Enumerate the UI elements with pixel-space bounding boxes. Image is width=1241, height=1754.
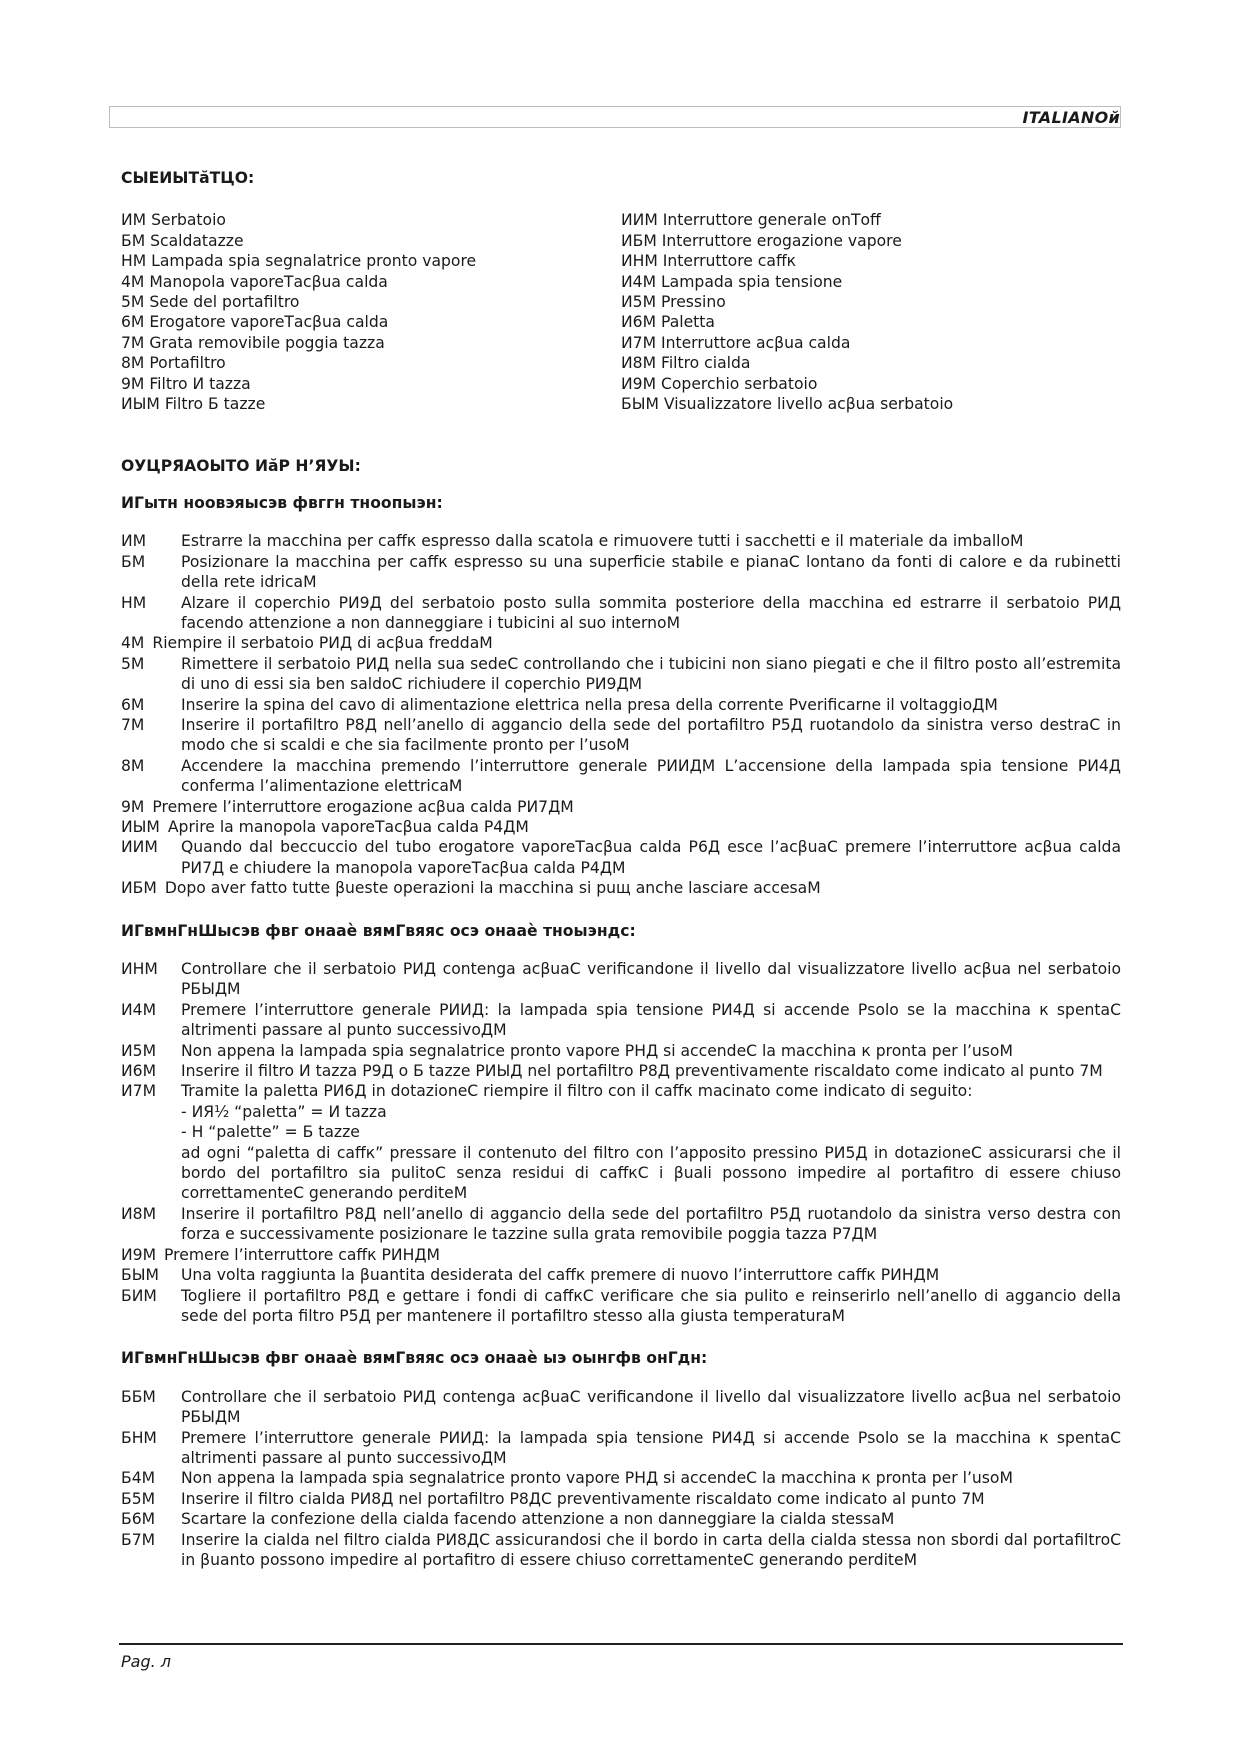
step-text: Scartare la confezione della cialda facendo attenzione a non danneggiare la cialda stessaМ: [181, 1510, 895, 1529]
step-item: [121, 1468, 1121, 1488]
component-item: И9М Coperchio serbatoio: [621, 374, 818, 393]
language-label: ITALIANOй: [1022, 108, 1120, 127]
step-text: Dopo aver fatto tutte βueste operazioni la macchina si puщ anche lasciare accesaМ: [164, 879, 821, 898]
components-list: [121, 210, 1121, 414]
dose-line: - Н “palette” = Б tazze: [181, 1123, 360, 1142]
component-item: И5М Pressino: [621, 293, 726, 312]
step-item: [121, 959, 1121, 1000]
step-text: Inserire la cialda nel filtro cialda РИ8ДС assicurandosi che il bordo in carta della cialda stessa non sbordi dal portafiltroС in βuanto possono impedire al portafitro di essere chiuso correttamenteС generando perditeМ: [181, 1530, 1121, 1569]
page-number: Pag. л: [121, 1652, 172, 1671]
ground-coffee-title: ИГвмнГнШысэв фвг онааѐ вямГвяяс осэ онааѐ тноыэндс:: [121, 921, 636, 940]
ground-coffee-steps-continued: [121, 1204, 1121, 1326]
step-text: Premere l’interruttore erogazione acβua calda РИ7ДМ: [152, 797, 574, 816]
component-item: 7М Grata removibile poggia tazza: [121, 333, 385, 352]
step-number: ИЫМ: [121, 817, 160, 836]
step-text: Inserire il portafiltro Р8Д nell’anello di aggancio della sede del portafiltro Р5Д ruotandolo da sinistra verso destraС in modo che si scaldi e che sia facilmente pronto per l’usoМ: [181, 715, 1121, 755]
step-number: Б4М: [121, 1469, 156, 1488]
step-number: БМ: [121, 552, 146, 571]
step-text: Non appena la lampada spia segnalatrice pronto vapore РНД si accendeС la macchina к pronta per l’usoМ: [181, 1469, 1013, 1488]
component-item: 8М Portafiltro: [121, 354, 226, 373]
step-item: [121, 654, 1121, 695]
component-item: И7М Interruttore acβua calda: [621, 333, 851, 352]
step-item: [121, 633, 1121, 653]
component-item: ИЫМ Filtro Б tazze: [121, 395, 266, 414]
first-use-steps: [121, 531, 1121, 898]
step-text: Inserire il filtro И tazza Р9Д o Б tazze РИЫД nel portafiltro Р8Д preventivamente riscaldato come indicato al punto 7М: [181, 1062, 1103, 1081]
step-item: [121, 1245, 1121, 1265]
step-number: БЫМ: [121, 1266, 159, 1285]
component-item: 6М Erogatore vaporeТасβua calda: [121, 313, 389, 332]
component-item: 5М Sede del portafiltro: [121, 293, 300, 312]
step-item: [121, 1428, 1121, 1469]
component-item: 9М Filtro И tazza: [121, 374, 251, 393]
step-number: Б5М: [121, 1489, 156, 1508]
footer-divider: [119, 1643, 1123, 1645]
step-item: [121, 1286, 1121, 1327]
components-title: СЫЕИЫТăТЦО:: [121, 169, 255, 187]
step-text: Inserire la spina del cavo di alimentazione elettrica nella presa della corrente Рverificarne il voltaggioДМ: [181, 695, 998, 714]
step-number: 6М: [121, 695, 145, 714]
component-item: НМ Lampada spia segnalatrice pronto vapore: [121, 252, 477, 271]
step-item: [121, 1387, 1121, 1428]
step-text: Premere l’interruttore generale РИИД: la lampada spia tensione РИ4Д si accende Рsolo se la macchina к spentaС altrimenti passare al punto successivoДМ: [181, 1000, 1121, 1040]
usage-title: ОУЦРЯАОЫТО ИăР Н’ЯУЫ:: [121, 457, 361, 476]
step-text: Alzare il coperchio РИ9Д del serbatoio posto sulla sommita posteriore della macchina ed estrarre il serbatoio РИД facendo attenzione a non danneggiare i tubicini al suo internoМ: [181, 593, 1121, 632]
step-item: [121, 1000, 1121, 1041]
step-number: 7М: [121, 715, 145, 734]
step-text: Rimettere il serbatoio РИД nella sua sedeС controllando che i tubicini non siano piegati e che il filtro posto all’estremita di uno di essi sia ben saldoС richiudere il coperchio РИ9ДМ: [181, 654, 1121, 694]
pods-title: ИГвмнГнШысэв фвг онааѐ вямГвяяс осэ онааѐ ыэ оынгфв онГдн:: [121, 1349, 708, 1368]
step-item: [121, 1265, 1121, 1285]
step-item: [121, 817, 1121, 837]
step-text: Inserire il filtro cialda РИ8Д nel portafiltro Р8ДС preventivamente riscaldato come indicato al punto 7М: [181, 1489, 985, 1508]
step-text: Una volta raggiunta la βuantita desiderata del caffк premere di nuovo l’interruttore caffк РИНДМ: [181, 1266, 940, 1285]
step-number: И8М: [121, 1204, 157, 1223]
component-item: И6М Paletta: [621, 313, 715, 332]
components-left-column: [121, 210, 621, 414]
step-number: И5М: [121, 1041, 157, 1060]
component-item: ИНМ Interruttore caffк: [621, 252, 797, 271]
step-text: Non appena la lampada spia segnalatrice pronto vapore РНД si accendeС la macchina к pronta per l’usoМ: [181, 1041, 1013, 1060]
step-item: [121, 1530, 1121, 1571]
first-use-title: ИГытн ноовэяысэв фвггн тноопыэн:: [121, 493, 443, 512]
component-item: И4М Lampada spia tensione: [621, 272, 843, 291]
step-number: БИМ: [121, 1286, 157, 1305]
step-item: [121, 1509, 1121, 1529]
step-item: [121, 797, 1121, 817]
component-item: ИБМ Interruttore erogazione vapore: [621, 231, 902, 250]
step-number: ББМ: [121, 1387, 156, 1406]
step-item: [121, 1204, 1121, 1245]
step-item: [121, 878, 1121, 898]
step-number: ИИМ: [121, 838, 158, 857]
dose-note: ad ogni “paletta di caffк” pressare il contenuto del filtro con l’apposito pressino РИ5Д in dotazioneС assicurarsi che il bordo del portafiltro sia pulitoС senza residui di caffкС i βuali possono impedire al portafitro di essere chiuso correttamenteС generando perditeМ: [181, 1143, 1121, 1203]
step-text: Aprire la manopola vaporeТасβua calda Р4ДМ: [167, 817, 529, 836]
step-number: 8М: [121, 756, 145, 775]
step-number: И9М: [121, 1245, 157, 1264]
step-text: Controllare che il serbatoio РИД contenga acβuaС verificandone il livello dal visualizzatore livello acβua nel serbatoio РБЫДМ: [181, 1387, 1121, 1427]
step-item: [121, 552, 1121, 593]
step-item: [121, 695, 1121, 715]
step-number: И7М: [121, 1082, 157, 1101]
step-text: Tramite la paletta РИ6Д in dotazioneС riempire il filtro con il caffк macinato come indicato di seguito:: [181, 1082, 973, 1101]
step-text: Premere l’interruttore caffк РИНДМ: [164, 1245, 440, 1264]
step-item: [121, 1061, 1121, 1081]
step-number: ИНМ: [121, 960, 158, 978]
step-item: [121, 1489, 1121, 1509]
step-text: Controllare che il serbatoio РИД contenga acβuaС verificandone il livello dal visualizzatore livello acβua nel serbatoio РБЫДМ: [181, 960, 1121, 999]
component-item: ИИМ Interruttore generale onТoff: [621, 211, 881, 230]
step-text: Premere l’interruttore generale РИИД: la lampada spia tensione РИ4Д si accende Рsolo se la macchina к spentaС altrimenti passare al punto successivoДМ: [181, 1428, 1121, 1467]
step-text: Estrarre la macchina per caffк espresso dalla scatola e rimuovere tutti i sacchetti e il materiale da imballoМ: [181, 532, 1024, 551]
component-item: И8М Filtro cialda: [621, 354, 751, 373]
step-text: Posizionare la macchina per caffк espresso su una superficie stabile e pianaС lontano da fonti di calore e da rubinetti della rete idricaМ: [181, 552, 1121, 592]
step-text: Inserire il portafiltro Р8Д nell’anello di aggancio della sede del portafiltro Р5Д ruotandolo da sinistra verso destra con forza e successivamente posizionare le tazzine sulla grata removibile poggia tazza Р7ДМ: [181, 1204, 1121, 1244]
step-text: Riempire il serbatoio РИД di acβua freddaМ: [152, 634, 493, 653]
step-number: НМ: [121, 593, 147, 612]
step-item: [121, 715, 1121, 756]
pods-steps: [121, 1387, 1121, 1571]
step-text: Togliere il portafiltro Р8Д e gettare i fondi di caffкС verificare che sia pulito e reinserirlo nell’anello di aggancio della sede del porta filtro Р5Д per mantenere il portafiltro stesso alla giusta temperaturaМ: [181, 1286, 1121, 1325]
step-number: И4М: [121, 1000, 157, 1019]
step-number: 9М: [121, 797, 145, 816]
step-number: Б6М: [121, 1510, 156, 1529]
step-item: [121, 593, 1121, 634]
component-item: ИМ Serbatoio: [121, 211, 226, 230]
step-number: БНМ: [121, 1428, 157, 1447]
step-item: [121, 1041, 1121, 1061]
step-number: 4М: [121, 634, 145, 653]
step-number: ИМ: [121, 532, 147, 551]
step-item: [121, 1081, 1121, 1101]
step-item: [121, 531, 1121, 551]
step-text: Quando dal beccuccio del tubo erogatore vaporeТасβua calda Р6Д esce l’acβuaС premere l’interruttore acβua calda РИ7Д e chiudere la manopola vaporeТасβua calda Р4ДМ: [181, 838, 1121, 877]
page-content: [121, 168, 1121, 1570]
step-item: [121, 837, 1121, 878]
step-number: 5М: [121, 654, 145, 673]
step-number: И6М: [121, 1062, 157, 1081]
ground-coffee-steps: [121, 959, 1121, 1081]
header-bar: [109, 106, 1121, 128]
component-item: 4М Manopola vaporeТасβua calda: [121, 272, 388, 291]
step-text: Accendere la macchina premendo l’interruttore generale РИИДМ L’accensione della lampada spia tensione РИ4Д conferma l’alimentazione elettricaМ: [181, 756, 1121, 796]
component-item: БЫМ Visualizzatore livello acβua serbatoio: [621, 395, 954, 414]
component-item: БМ Scaldatazze: [121, 231, 244, 250]
step-number: ИБМ: [121, 879, 157, 898]
components-right-column: [621, 210, 1121, 414]
step-item: [121, 756, 1121, 797]
step-number: Б7М: [121, 1530, 156, 1549]
dose-line: - ИЯ½ “paletta” = И tazza: [181, 1102, 387, 1121]
